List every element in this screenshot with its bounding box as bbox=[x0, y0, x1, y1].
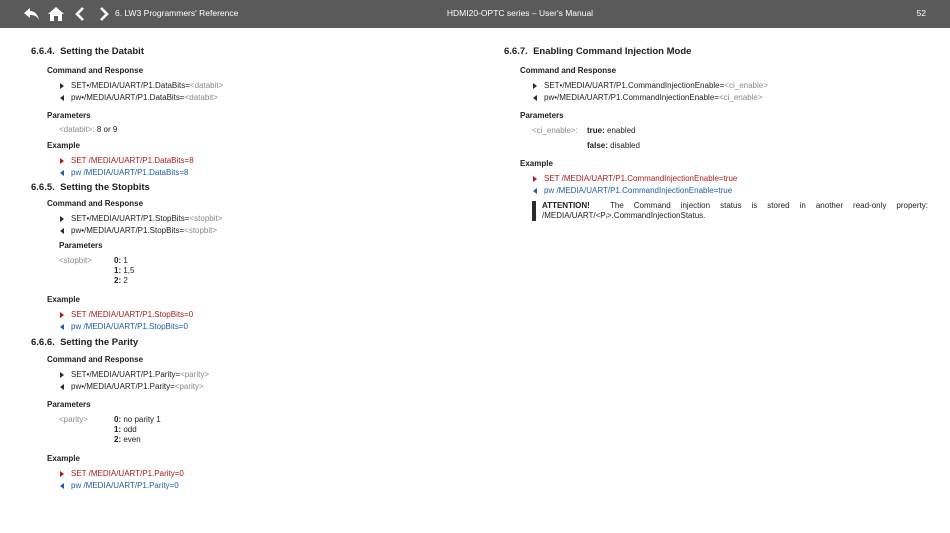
command-line bbox=[60, 369, 471, 381]
section-heading-stopbits bbox=[31, 181, 471, 195]
response-text: pw•/MEDIA/UART/P1.Parity= bbox=[71, 382, 175, 391]
section-title-text: Setting the Databit bbox=[60, 46, 144, 57]
attention-label: ATTENTION! bbox=[542, 201, 590, 210]
command-text: SET•/MEDIA/UART/P1.CommandInjectionEnable= bbox=[544, 81, 725, 90]
arrow-left-icon bbox=[60, 95, 64, 101]
example-response-line bbox=[60, 480, 471, 492]
section-number: 6.6.7. bbox=[504, 46, 528, 57]
left-column bbox=[31, 45, 471, 492]
parameter-value: 0: 1 bbox=[114, 256, 128, 265]
response-text: pw•/MEDIA/UART/P1.DataBits= bbox=[71, 93, 185, 102]
section-title-text: Enabling Command Injection Mode bbox=[533, 46, 692, 57]
arrow-right-icon bbox=[533, 83, 537, 89]
parameter-name: <ci_enable>: bbox=[532, 126, 578, 135]
response-line bbox=[533, 92, 928, 104]
placeholder: <stopbit> bbox=[184, 226, 218, 235]
example-command-line bbox=[60, 155, 471, 167]
response-text: pw•/MEDIA/UART/P1.StopBits= bbox=[71, 226, 185, 235]
example-response: pw /MEDIA/UART/P1.StopBits=0 bbox=[71, 322, 189, 331]
parameter-values bbox=[114, 256, 134, 286]
example-label: Example bbox=[47, 295, 80, 304]
command-line bbox=[533, 80, 928, 92]
arrow-right-icon bbox=[60, 471, 64, 477]
placeholder: <parity> bbox=[180, 370, 210, 379]
example-command: SET /MEDIA/UART/P1.DataBits=8 bbox=[71, 156, 194, 165]
placeholder: <ci_enable> bbox=[724, 81, 768, 90]
command-response-label: Command and Response bbox=[47, 199, 144, 208]
arrow-left-icon bbox=[60, 228, 64, 234]
parameter-value: 8 or 9 bbox=[96, 125, 118, 134]
arrow-right-icon bbox=[60, 372, 64, 378]
example-command-line bbox=[60, 309, 471, 321]
parameter-value: 0: no parity 1 bbox=[114, 415, 161, 424]
placeholder: <stopbit> bbox=[189, 214, 223, 223]
example-command: SET /MEDIA/UART/P1.StopBits=0 bbox=[71, 310, 194, 319]
parameter-value: false: disabled bbox=[587, 141, 640, 150]
command-response-label: Command and Response bbox=[520, 66, 617, 75]
command-response-label: Command and Response bbox=[47, 66, 144, 75]
example-label: Example bbox=[47, 141, 80, 150]
parameter-name: <parity> bbox=[59, 415, 88, 424]
arrow-right-icon bbox=[60, 83, 64, 89]
parameter-value: 2: 2 bbox=[114, 276, 128, 285]
example-response: pw /MEDIA/UART/P1.DataBits=8 bbox=[71, 168, 189, 177]
parameter-values bbox=[587, 126, 640, 151]
parameters-label: Parameters bbox=[47, 111, 91, 120]
parameter-row bbox=[532, 126, 928, 151]
section-number: 6.6.5. bbox=[31, 182, 55, 193]
section-heading-databit bbox=[31, 45, 471, 59]
arrow-left-icon bbox=[60, 483, 64, 489]
response-text: pw•/MEDIA/UART/P1.CommandInjectionEnable= bbox=[544, 93, 719, 102]
arrow-left-icon bbox=[60, 384, 64, 390]
example-command: SET /MEDIA/UART/P1.CommandInjectionEnable=true bbox=[544, 174, 738, 183]
section-title: 6. LW3 Programmers' Reference bbox=[115, 8, 239, 18]
page-number: 52 bbox=[916, 8, 926, 18]
section-title-text: Setting the Stopbits bbox=[60, 182, 150, 193]
parameter-row bbox=[59, 415, 471, 445]
command-text: SET•/MEDIA/UART/P1.DataBits= bbox=[71, 81, 190, 90]
arrow-right-icon bbox=[60, 312, 64, 318]
parameter-value: 2: even bbox=[114, 435, 141, 444]
placeholder: <parity> bbox=[174, 382, 204, 391]
example-command-line bbox=[533, 173, 928, 185]
placeholder: <databit> bbox=[184, 93, 218, 102]
example-command-line bbox=[60, 468, 471, 480]
arrow-left-icon bbox=[60, 324, 64, 330]
example-command: SET /MEDIA/UART/P1.Parity=0 bbox=[71, 469, 184, 478]
example-label: Example bbox=[520, 159, 553, 168]
top-navigation-bar bbox=[0, 0, 950, 28]
placeholder: <databit> bbox=[189, 81, 224, 90]
section-number: 6.6.4. bbox=[31, 46, 55, 57]
response-line bbox=[60, 381, 471, 393]
parameter-name: <stopbit> bbox=[59, 256, 92, 265]
parameters-label: Parameters bbox=[59, 241, 103, 250]
response-line bbox=[60, 92, 471, 104]
example-label: Example bbox=[47, 454, 80, 463]
example-response: pw /MEDIA/UART/P1.CommandInjectionEnable=true bbox=[544, 186, 733, 195]
arrow-right-icon bbox=[60, 216, 64, 222]
document-title: HDMI20-OPTC series – User's Manual bbox=[446, 8, 594, 18]
parameter-row bbox=[59, 256, 471, 286]
command-line bbox=[60, 213, 471, 225]
parameter-name: <databit>: bbox=[59, 125, 95, 134]
section-heading-parity bbox=[31, 336, 471, 350]
command-text: SET•/MEDIA/UART/P1.StopBits= bbox=[71, 214, 190, 223]
arrow-right-icon bbox=[533, 176, 537, 182]
example-response-line bbox=[60, 167, 471, 179]
arrow-left-icon bbox=[60, 170, 64, 176]
example-response: pw /MEDIA/UART/P1.Parity=0 bbox=[71, 481, 179, 490]
section-title-text: Setting the Parity bbox=[60, 337, 139, 348]
arrow-left-icon bbox=[533, 188, 537, 194]
parameter-value: true: enabled bbox=[587, 126, 636, 135]
placeholder: <ci_enable> bbox=[718, 93, 763, 102]
parameter-values bbox=[114, 415, 161, 445]
command-text: SET•/MEDIA/UART/P1.Parity= bbox=[71, 370, 181, 379]
right-column bbox=[504, 45, 928, 221]
parameter-value: 1: 1,5 bbox=[114, 266, 135, 275]
command-line bbox=[60, 80, 471, 92]
section-heading-injection bbox=[504, 45, 928, 59]
response-line bbox=[60, 225, 471, 237]
parameter-row bbox=[59, 125, 471, 134]
attention-text: The Command injection status is stored in another read-only property: /MEDIA/UART/<Pᵢ>.CommandInjectionStatus. bbox=[542, 201, 928, 220]
example-response-line bbox=[60, 321, 471, 333]
arrow-right-icon bbox=[60, 158, 64, 164]
command-response-label: Command and Response bbox=[47, 355, 144, 364]
arrow-left-icon bbox=[533, 95, 537, 101]
attention-note bbox=[532, 201, 928, 221]
example-response-line bbox=[533, 185, 928, 197]
parameter-value: 1: odd bbox=[114, 425, 137, 434]
section-number: 6.6.6. bbox=[31, 337, 55, 348]
parameters-label: Parameters bbox=[47, 400, 91, 409]
parameters-label: Parameters bbox=[520, 111, 564, 120]
